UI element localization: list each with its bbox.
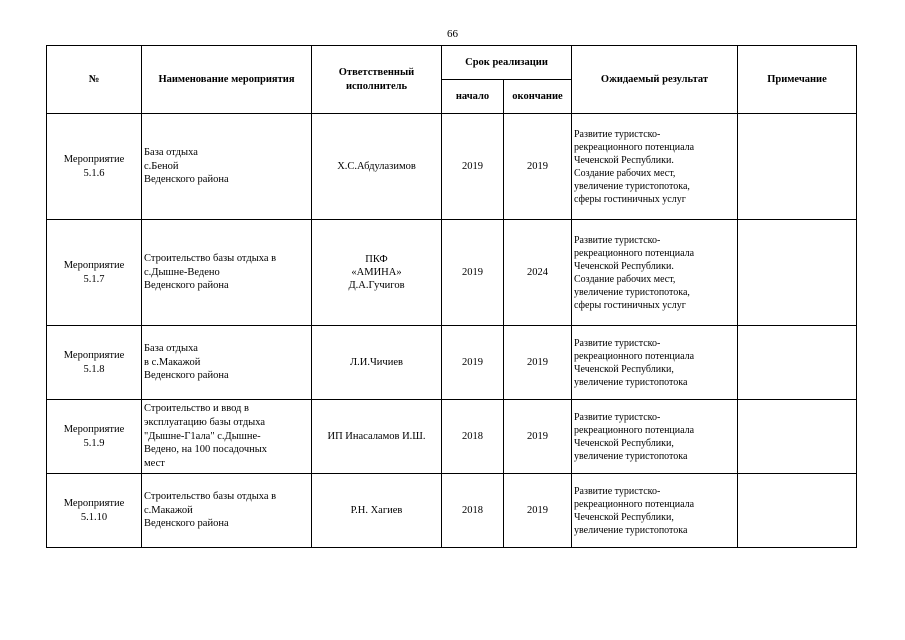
events-table bbox=[46, 45, 857, 548]
cell-line: Х.С.Абдулазимов bbox=[337, 160, 416, 172]
cell-line: "Дышне-Г1ала" с.Дышне- bbox=[144, 430, 261, 442]
cell-line: Веденского района bbox=[144, 174, 229, 186]
end-year-cell: 2024 bbox=[504, 220, 572, 326]
event-name-cell bbox=[142, 114, 312, 220]
cell-line: рекреационного потенциала bbox=[574, 141, 695, 153]
responsible-cell bbox=[312, 220, 442, 326]
event-number-cell bbox=[47, 400, 142, 474]
expected-result-cell bbox=[572, 474, 738, 548]
cell-line: 5.1.10 bbox=[80, 511, 108, 523]
cell-line: Создание рабочих мест, bbox=[574, 167, 676, 179]
cell-line: Веденского района bbox=[144, 518, 229, 530]
cell-line: увеличение туристопотока bbox=[574, 524, 688, 536]
event-name-cell bbox=[142, 474, 312, 548]
header-responsible: Ответственный исполнитель bbox=[312, 46, 442, 114]
end-year-cell: 2019 bbox=[504, 474, 572, 548]
cell-line: Мероприятие bbox=[63, 350, 125, 362]
start-year-cell: 2018 bbox=[442, 400, 504, 474]
cell-line: сферы гостиничных услуг bbox=[574, 193, 686, 205]
cell-line: рекреационного потенциала bbox=[574, 424, 695, 436]
cell-line: рекреационного потенциала bbox=[574, 498, 695, 510]
cell-line: Чеченской Республики. bbox=[574, 154, 674, 166]
cell-line: Развитие туристско- bbox=[574, 234, 661, 246]
table-row bbox=[47, 220, 857, 326]
cell-line: Веденского района bbox=[144, 280, 229, 292]
cell-line: Л.И.Чичиев bbox=[350, 356, 403, 368]
cell-line: с.Дышне-Ведено bbox=[144, 266, 220, 278]
start-year-cell: 2019 bbox=[442, 114, 504, 220]
cell-line: ИП Инасаламов И.Ш. bbox=[327, 430, 426, 442]
header-expected-result: Ожидаемый результат bbox=[572, 46, 738, 114]
expected-result-cell bbox=[572, 326, 738, 400]
cell-line: с.Макажой bbox=[144, 504, 193, 516]
start-year-cell: 2019 bbox=[442, 326, 504, 400]
cell-line: Мероприятие bbox=[63, 154, 125, 166]
cell-line: Чеченской Республики. bbox=[574, 260, 674, 272]
expected-result-cell bbox=[572, 114, 738, 220]
cell-line: 5.1.9 bbox=[83, 437, 105, 449]
end-year-cell: 2019 bbox=[504, 326, 572, 400]
expected-result-cell bbox=[572, 220, 738, 326]
cell-line: Развитие туристско- bbox=[574, 485, 661, 497]
header-start: начало bbox=[442, 80, 504, 114]
event-name-cell bbox=[142, 326, 312, 400]
cell-line: сферы гостиничных услуг bbox=[574, 299, 686, 311]
header-number: № bbox=[47, 46, 142, 114]
start-year-cell: 2018 bbox=[442, 474, 504, 548]
cell-line: База отдыха bbox=[144, 147, 198, 159]
cell-line: «АМИНА» bbox=[351, 266, 402, 278]
note-cell bbox=[738, 220, 857, 326]
cell-line: Строительство и ввод в bbox=[144, 403, 249, 415]
cell-line: Чеченской Республики, bbox=[574, 511, 674, 523]
expected-result-cell bbox=[572, 400, 738, 474]
note-cell bbox=[738, 474, 857, 548]
cell-line: Строительство базы отдыха в bbox=[144, 253, 277, 265]
responsible-cell bbox=[312, 400, 442, 474]
cell-line: рекреационного потенциала bbox=[574, 247, 695, 259]
cell-line: 5.1.8 bbox=[83, 363, 105, 375]
header-end: окончание bbox=[504, 80, 572, 114]
event-name-cell bbox=[142, 220, 312, 326]
cell-line: База отдыха bbox=[144, 343, 198, 355]
cell-line: в с.Макажой bbox=[144, 356, 201, 368]
cell-line: Развитие туристско- bbox=[574, 337, 661, 349]
header-event-name: Наименование мероприятия bbox=[142, 46, 312, 114]
cell-line: увеличение туристопотока bbox=[574, 450, 688, 462]
cell-line: Ведено, на 100 посадочных bbox=[144, 444, 268, 456]
cell-line: Чеченской Республики, bbox=[574, 437, 674, 449]
table-row bbox=[47, 474, 857, 548]
header-note: Примечание bbox=[738, 46, 857, 114]
cell-line: увеличение туристопотока, bbox=[574, 286, 690, 298]
responsible-cell bbox=[312, 326, 442, 400]
end-year-cell: 2019 bbox=[504, 114, 572, 220]
cell-line: Чеченской Республики, bbox=[574, 363, 674, 375]
cell-line: 5.1.6 bbox=[83, 167, 105, 179]
table-row bbox=[47, 114, 857, 220]
cell-line: эксплуатацию базы отдыха bbox=[144, 417, 266, 429]
cell-line: Мероприятие bbox=[63, 424, 125, 436]
cell-line: рекреационного потенциала bbox=[574, 350, 695, 362]
cell-line: Развитие туристско- bbox=[574, 411, 661, 423]
event-number-cell bbox=[47, 220, 142, 326]
responsible-cell bbox=[312, 114, 442, 220]
event-number-cell bbox=[47, 474, 142, 548]
end-year-cell: 2019 bbox=[504, 400, 572, 474]
note-cell bbox=[738, 326, 857, 400]
note-cell bbox=[738, 400, 857, 474]
event-name-cell bbox=[142, 400, 312, 474]
cell-line: с.Беной bbox=[144, 160, 179, 172]
page-number: 66 bbox=[447, 28, 458, 40]
start-year-cell: 2019 bbox=[442, 220, 504, 326]
cell-line: Веденского района bbox=[144, 370, 229, 382]
cell-line: Создание рабочих мест, bbox=[574, 273, 676, 285]
note-cell bbox=[738, 114, 857, 220]
event-number-cell bbox=[47, 114, 142, 220]
header-period: Срок реализации bbox=[442, 46, 572, 80]
cell-line: Д.А.Гучигов bbox=[348, 280, 405, 292]
table-row bbox=[47, 326, 857, 400]
table-body bbox=[47, 114, 857, 548]
cell-line: ПКФ bbox=[365, 253, 388, 265]
table-row bbox=[47, 400, 857, 474]
cell-line: увеличение туристопотока, bbox=[574, 180, 690, 192]
cell-line: 5.1.7 bbox=[83, 273, 105, 285]
event-number-cell bbox=[47, 326, 142, 400]
cell-line: Мероприятие bbox=[63, 260, 125, 272]
cell-line: Строительство базы отдыха в bbox=[144, 491, 277, 503]
cell-line: Развитие туристско- bbox=[574, 128, 661, 140]
cell-line: мест bbox=[144, 457, 165, 469]
cell-line: Мероприятие bbox=[63, 498, 125, 510]
cell-line: Р.Н. Хагиев bbox=[350, 504, 403, 516]
cell-line: увеличение туристопотока bbox=[574, 376, 688, 388]
responsible-cell bbox=[312, 474, 442, 548]
